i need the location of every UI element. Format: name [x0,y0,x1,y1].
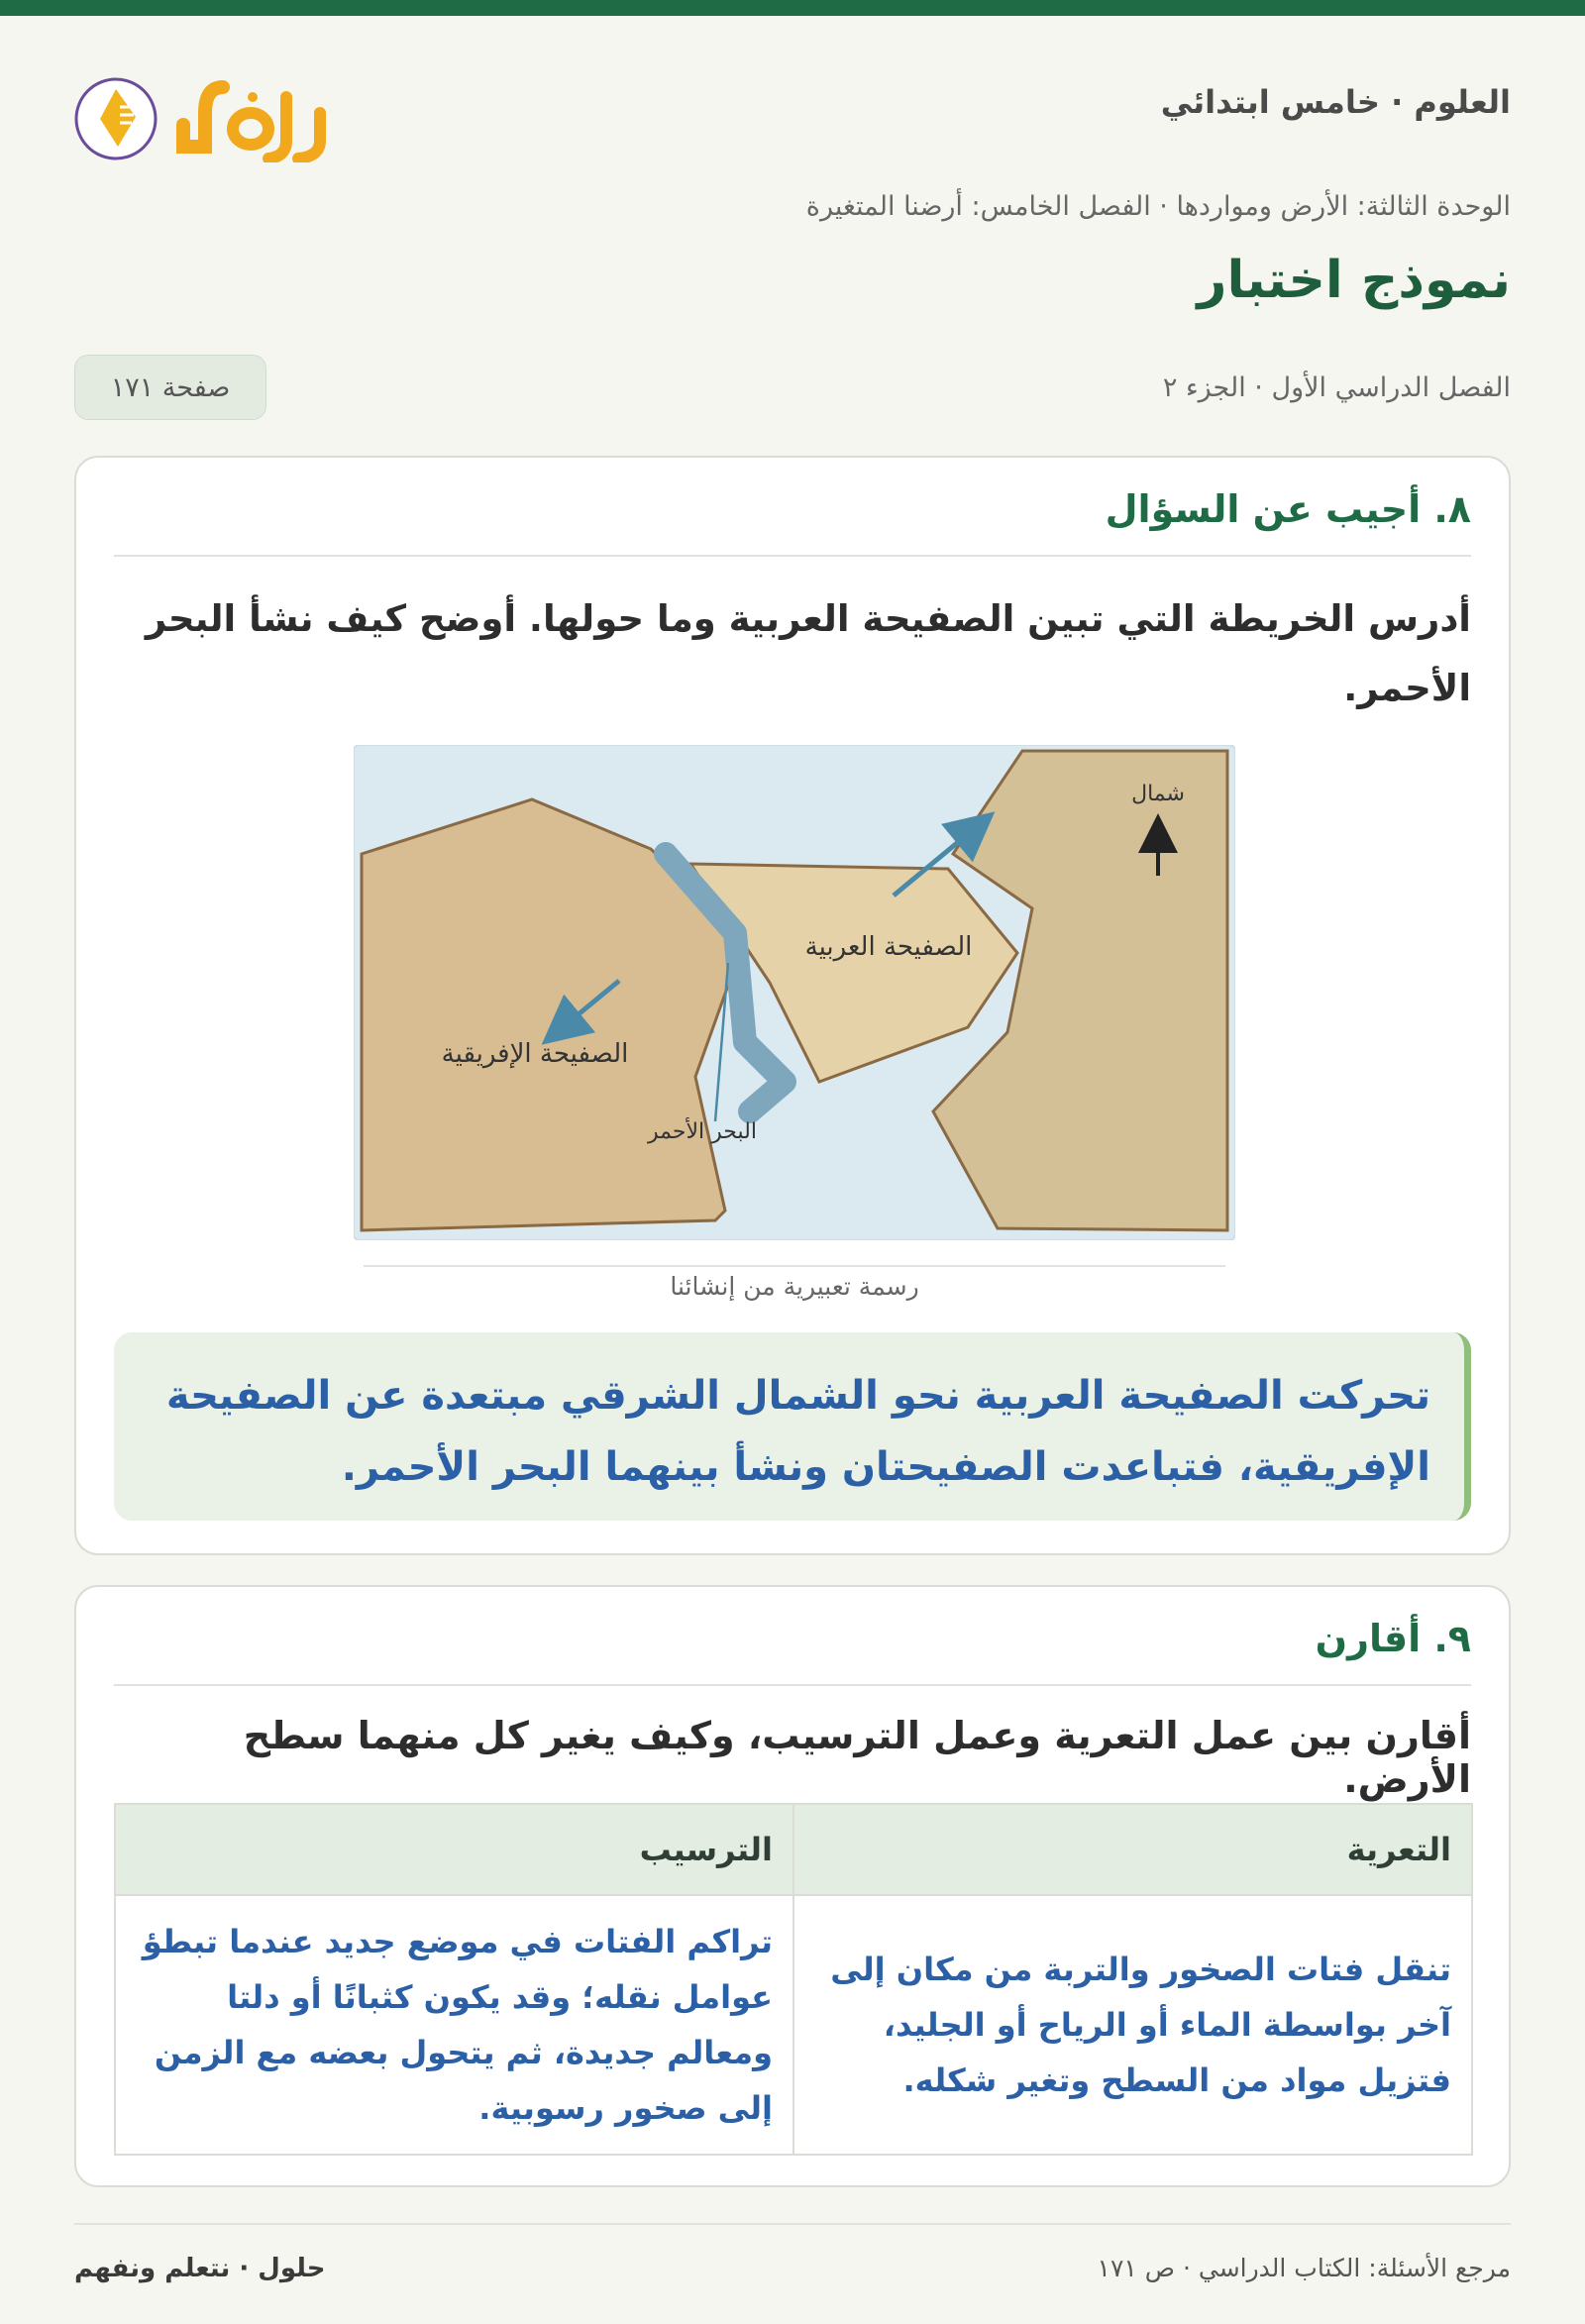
top-accent-bar [0,0,1585,16]
caption-divider [364,1265,1225,1267]
question-9-heading: ٩. أقارن [114,1617,1471,1686]
brand-logo[interactable] [74,67,342,162]
footer-reference: مرجع الأسئلة: الكتاب الدراسي · ص ١٧١ [1097,2254,1511,2282]
plates-map [354,745,1235,1240]
map-caption: رسمة تعبيرية من إنشائنا [670,1272,919,1301]
unit-chapter-line: الوحدة الثالثة: الأرض ومواردها · الفصل الخامس: أرضنا المتغيرة [805,191,1511,222]
question-9-card [74,1585,1511,2187]
question-8-heading: ٨. أجيب عن السؤال [114,487,1471,557]
column-header-deposition: الترسيب [115,1804,793,1895]
footer-divider [74,2223,1511,2225]
north-label: شمال [1131,782,1185,806]
question-9-text: أقارن بين عمل التعرية وعمل الترسيب، وكيف يغير كل منهما سطح الأرض. [243,1714,1471,1801]
term-line: الفصل الدراسي الأول · الجزء ٢ [1162,372,1511,403]
page-number-badge: صفحة ١٧١ [74,355,266,420]
comparison-table [114,1803,1473,2156]
question-8-card [74,456,1511,1555]
column-header-erosion: التعرية [793,1804,1472,1895]
page-header [74,59,1511,158]
question-8-text: أدرس الخريطة التي تبين الصفيحة العربية وما حولها. أوضح كيف نشأ البحر الأحمر. [145,597,1471,710]
subject-title: العلوم · خامس ابتدائي [1160,83,1511,121]
question-8-answer: تحركت الصفيحة العربية نحو الشمال الشرقي مبتعدة عن الصفيحة الإفريقية، فتباعدت الصفيحتان ونشأ بينهما البحر الأحمر. [114,1332,1471,1521]
erosion-answer-cell: تنقل فتات الصخور والتربة من مكان إلى آخر بواسطة الماء أو الرياح أو الجليد، فتزيل مواد من السطح وتغير شكله. [793,1895,1472,2155]
table-row [115,1895,1472,2155]
footer-brand: حلول · نتعلم ونفهم [74,2254,326,2283]
african-plate-label: الصفيحة الإفريقية [441,1039,629,1069]
arabian-plate-label: الصفيحة العربية [804,932,973,962]
table-header-row [115,1804,1472,1895]
page-title: نموذج اختبار [1197,251,1511,310]
deposition-answer-cell: تراكم الفتات في موضع جديد عندما تبطؤ عوامل نقله؛ وقد يكون كثبانًا أو دلتا ومعالم جديدة، ثم يتحول بعضه مع الزمن إلى صخور رسوبية. [115,1895,793,2155]
red-sea-label: البحر الأحمر [648,1119,757,1144]
